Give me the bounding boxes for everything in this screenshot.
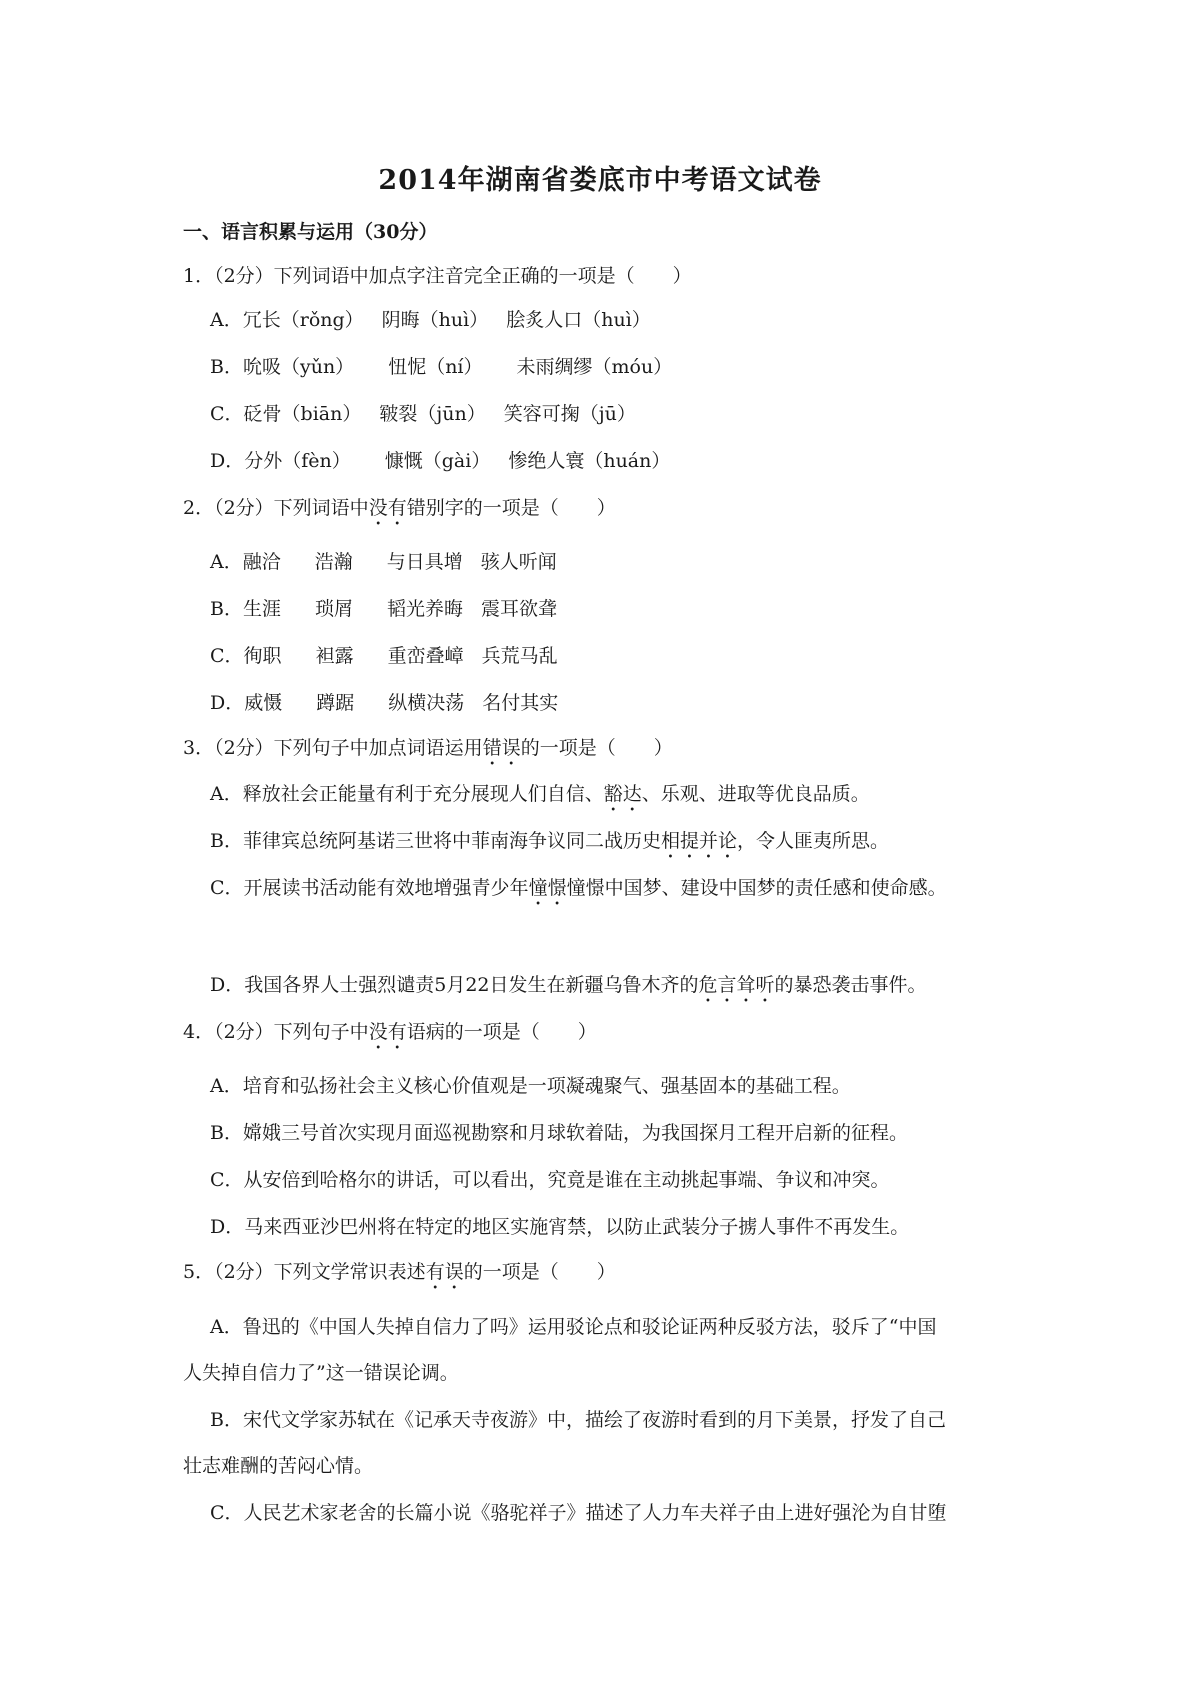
q5-option-c: C．人民艺术家老舍的长篇小说《骆驼祥子》描述了人力车夫祥子由上进好强沦为自甘堕 bbox=[210, 1502, 947, 1524]
q1-option-a: A．冗长（rǒng） 阴晦（huì） 脍炙人口（huì） bbox=[210, 309, 651, 331]
q5-option-b: B．宋代文学家苏轼在《记承天寺夜游》中，描绘了夜游时看到的月下美景，抒发了自己 bbox=[210, 1409, 946, 1431]
q1-option-c: C．砭骨（biān） 皲裂（jūn） 笑容可掬（jū） bbox=[210, 403, 636, 425]
question-1-stem: 1．（2分）下列词语中加点字注音完全正确的一项是（ ） bbox=[183, 265, 692, 287]
q2-option-a: A．融洽 浩瀚 与日具增 骇人听闻 bbox=[210, 551, 557, 573]
question-3-stem: 3．（2分）下列句子中加点词语运用错误的一项是（ ） bbox=[183, 737, 673, 759]
q4-option-b: B．嫦娥三号首次实现月面巡视勘察和月球软着陆，为我国探月工程开启新的征程。 bbox=[210, 1122, 908, 1144]
q3-option-c: C．开展读书活动能有效地增强青少年憧憬憧憬中国梦、建设中国梦的责任感和使命感。 bbox=[210, 877, 947, 899]
page-title: 2014年湖南省娄底市中考语文试卷 bbox=[378, 165, 822, 196]
q4-option-a: A．培育和弘扬社会主义核心价值观是一项凝魂聚气、强基固本的基础工程。 bbox=[210, 1075, 851, 1097]
section-heading: 一、语言积累与运用（30分） bbox=[183, 221, 438, 243]
q2-option-d: D．威慑 蹲踞 纵横决荡 名付其实 bbox=[210, 692, 559, 714]
q5-option-a: A．鲁迅的《中国人失掉自信力了吗》运用驳论点和驳论证两种反驳方法，驳斥了“中国 bbox=[210, 1316, 937, 1338]
question-5-stem: 5．（2分）下列文学常识表述有误的一项是（ ） bbox=[183, 1261, 616, 1283]
q1-option-d: D．分外（fèn） 慷慨（gài） 惨绝人寰（huán） bbox=[210, 450, 671, 472]
q5-option-a-continued: 人失掉自信力了”这一错误论调。 bbox=[183, 1362, 459, 1384]
q4-option-d: D．马来西亚沙巴州将在特定的地区实施宵禁，以防止武装分子掳人事件不再发生。 bbox=[210, 1216, 910, 1238]
q2-option-b: B．生涯 琐屑 韬光养晦 震耳欲聋 bbox=[210, 598, 558, 620]
q3-option-d: D．我国各界人士强烈谴责5月22日发生在新疆乌鲁木齐的危言耸听的暴恐袭击事件。 bbox=[210, 974, 927, 996]
question-2-stem: 2．（2分）下列词语中没有错别字的一项是（ ） bbox=[183, 497, 616, 519]
question-4-stem: 4．（2分）下列句子中没有语病的一项是（ ） bbox=[183, 1021, 597, 1043]
q2-option-c: C．徇职 袒露 重峦叠嶂 兵荒马乱 bbox=[210, 645, 558, 667]
q5-option-b-continued: 壮志难酬的苦闷心情。 bbox=[183, 1455, 374, 1477]
q3-option-b: B．菲律宾总统阿基诺三世将中菲南海争议同二战历史相提并论，令人匪夷所思。 bbox=[210, 830, 890, 852]
q1-option-b: B．吮吸（yǔn） 忸怩（ní） 未雨绸缪（móu） bbox=[210, 356, 673, 378]
q4-option-c: C．从安倍到哈格尔的讲话，可以看出，究竟是谁在主动挑起事端、争议和冲突。 bbox=[210, 1169, 890, 1191]
q3-option-a: A．释放社会正能量有利于充分展现人们自信、豁达、乐观、进取等优良品质。 bbox=[210, 783, 870, 805]
